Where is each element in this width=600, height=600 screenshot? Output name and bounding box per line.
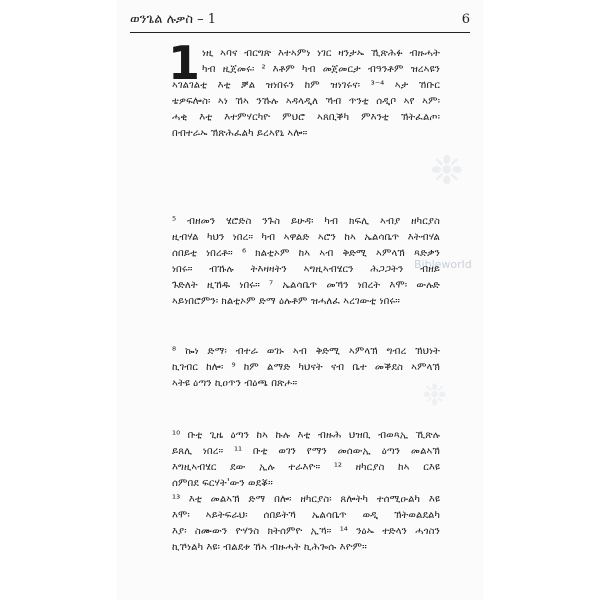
paragraph-verses-8-9 <box>172 344 440 392</box>
watermark-text: Bibleworld <box>414 258 472 271</box>
text-line: ካብ ዚጀመሩ፡ ² እቶም ካብ መጀመርታ ብዓንቶም ዝረኣዩን <box>202 64 440 75</box>
text-line: ኣይነበሮምን፡ ክልቲኦም ድማ ዕሉቶም ዝሓለፈ ኣረገውቲ ነበሩ። <box>172 296 400 307</box>
paragraph-verses-10-14 <box>172 428 440 556</box>
text-line: ኪገብር ከሎ፡ ⁹ ከም ልማድ ካህናት ናብ ቤተ መቕደስ ኣምላኽ <box>172 362 440 373</box>
text-line: ኣገልገልቲ እቲ ቓል ዝነበሩን ከም ዝነገሩና፡ ³⁻⁴ ኣታ ኸቡር <box>172 80 440 91</box>
text-line: ኪኾነልካ እዩ፡ ብልደቱ ኸኣ ብዙሓት ኪሕጐሱ እዮም። <box>172 542 367 553</box>
text-line: ሰምበደ ፍርሃት'ውን ወደቖ። <box>172 478 273 489</box>
text-line: ዚብሃል ካህን ነበረ። ካብ ኣዋልድ ኣሮን ከኣ ኤልሳቤጥ እትብሃል <box>172 232 440 243</box>
paragraph-verses-1-4 <box>172 46 440 142</box>
text-line: ⁵ ብዘመን ሄሮድስ ንጉስ ይሁዳ፡ ካብ ክፍሊ ኣብያ ዘካርያስ <box>172 216 440 227</box>
header-rule <box>130 32 470 33</box>
chapter-drop-cap: 1 <box>168 36 201 90</box>
page-header <box>130 8 470 30</box>
watermark-ornament-icon: ❉ <box>422 378 448 413</box>
text-line: ነበሩ። ብኹሉ ትእዛዛትን ኣግዚኣብሄርን ሕጋጋትን ብዘይ <box>172 264 440 275</box>
page-number: 6 <box>461 11 470 27</box>
text-line: ሓቂ እቲ እተምሃርካዮ ምህሮ ኣጸቢቕካ ምእንቲ ኽትፈልጦ፡ <box>172 112 440 123</box>
text-line: ¹⁰ ቡቲ ጊዜ ዕጣን ከኣ ኩሉ እቲ ብዙሕ ህዝቢ ብወጻኢ ኺጽሉ <box>172 430 440 441</box>
text-line: በብተራኡ ኽጽሕፈልካ ይረኣየኒ ኣሎ። <box>172 128 308 139</box>
text-line: ¹³ እቲ መልኣኽ ድማ በሎ፡ ዘካርያስ፡ ጸሎትካ ተሰሚዑልካ እዩ <box>172 494 440 505</box>
text-line: ሰበይቲ ነበረቶ። ⁶ ክልቲኦም ከኣ ኣብ ቅድሚ ኣምላኽ ጻድቃን <box>172 248 440 259</box>
text-line: ቴዎፍሎስ፡ ኣነ ኸኣ ንኹሉ ኣዳላዲለ ኻብ ጥንቲ ሰዲቦ ኣየ ኣም፡ <box>172 96 440 107</box>
text-line: ⁸ ኰነ ድማ፡ ብተራ ወገኑ ኣብ ቅድሚ ኣምላኽ ግብረ ኽህነት <box>172 346 440 357</box>
text-line: ጉድለት ዚኸዱ ነበሩ። ⁷ ኤልሳቤጥ መኻን ነበረት እሞ፡ ውሉድ <box>172 280 440 291</box>
text-line: እግዚኣብሄር ደው ኢሉ ተራእዮ። ¹² ዘካርያስ ከኣ ርእዩ <box>172 462 440 473</box>
running-title: ወንጌል ሉቃስ – 1 <box>130 11 217 27</box>
text-line: ኣትዩ ዕጣን ኪዐጥን ብዕጫ በጽሖ። <box>172 378 298 389</box>
bible-page <box>118 0 482 600</box>
text-line: እያ፡ ስሙውን ዮሃንስ ክትሰምዮ ኢኻ። ¹⁴ ንዕኡ ተድላን ሓጎስን <box>172 526 440 537</box>
paragraph-verses-5-7 <box>172 214 440 310</box>
text-line: ነዚ ኣባና ብርግጽ እተኣምነ ነገር ዛንታኡ ኺጽሕፉ ብዙሓት <box>202 48 440 59</box>
watermark-ornament-icon: ❉ <box>430 148 464 194</box>
text-line: ይጸሊ ነበረ። ¹¹ ቡቲ ወገን የማን መሰውኢ ዕጣን መልኣኽ <box>172 446 440 457</box>
text-line: እሞ፡ ኣይትፍራህ፡ ሰበይትኻ ኤልሳቤጥ ወዲ ኽትወልደልካ <box>172 510 440 521</box>
